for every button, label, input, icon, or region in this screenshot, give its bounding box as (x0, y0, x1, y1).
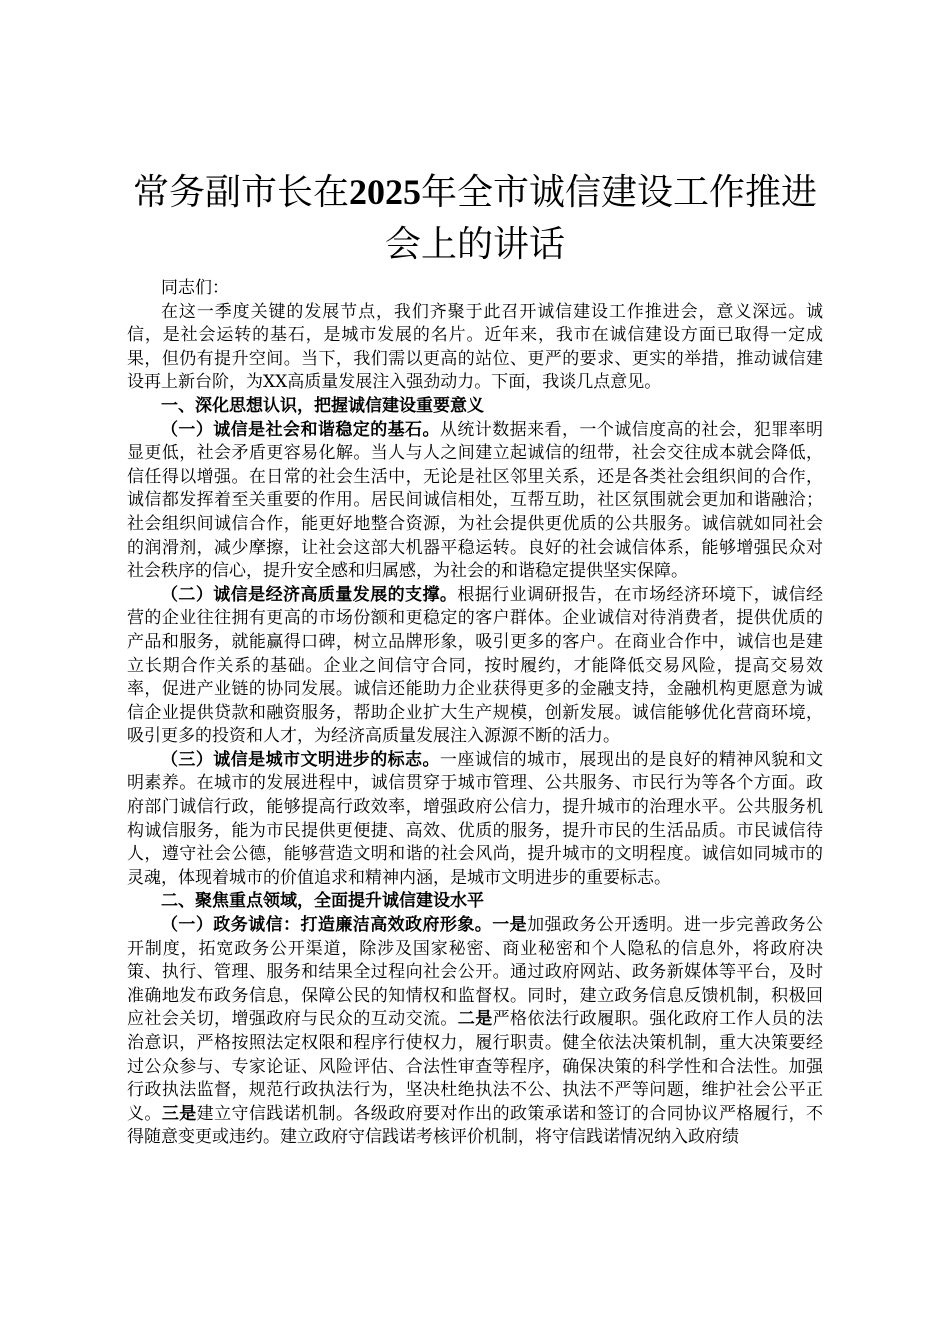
subsection-2-1-marker-2: 二是 (457, 1009, 493, 1030)
subsection-2-1-text-1: 加强政务公开透明。进一步完善政务公开制度，拓宽政务公开渠道，除涉及国家秘密、商业秘密和个人隐私的信息外，将政府决策、执行、管理、服务和结果全过程向社会公开。通过政府网站、政务新媒体等平台，及时准确地发布政务信息，保障公民的知情权和监督权。同时，建立政务信息反馈机制，积极回应社会关切，增强政府与民众的互动交流。 (127, 915, 824, 1030)
title-year: 2025 (349, 172, 421, 212)
subsection-2-1-lead: （一）政务诚信：打造廉洁高效政府形象。一是 (161, 915, 528, 936)
subsection-1-1 (127, 419, 823, 584)
section-heading-2-text: 二、聚焦重点领域，全面提升诚信建设水平 (161, 891, 484, 912)
title-part-1: 常务副市长在 (132, 172, 349, 213)
salutation-text: 同志们： (161, 278, 229, 298)
subsection-1-3-lead: （三）诚信是城市文明进步的标志。 (161, 749, 440, 770)
intro-text: 在这一季度关键的发展节点，我们齐聚于此召开诚信建设工作推进会，意义深远。诚信，是社会运转的基石，是城市发展的名片。近年来，我市在诚信建设方面已取得一定成果，但仍有提升空间。当下，我们需以更高的站位、更严的要求、更实的举措，推动诚信建设再上新台阶，为XX高质量发展注入强劲动力。下面，我谈几点意见。 (127, 301, 823, 393)
salutation (127, 277, 823, 301)
subsection-2-1 (127, 914, 823, 1150)
title-part-2: 年全市诚信建设工作推进会上的讲话 (384, 172, 818, 265)
document-body (127, 277, 823, 1150)
subsection-2-1-text-3: 建立守信践诺机制。各级政府要对作出的政策承诺和签订的合同协议严格履行，不得随意变更或违约。建立政府守信践诺考核评价机制，将守信践诺情况纳入政府绩 (127, 1103, 824, 1148)
subsection-1-2-lead: （二）诚信是经济高质量发展的支撑。 (161, 584, 458, 605)
section-heading-1 (127, 395, 823, 419)
intro-paragraph (127, 301, 823, 395)
document-title (127, 166, 823, 271)
section-heading-1-text: 一、深化思想认识，把握诚信建设重要意义 (161, 395, 484, 416)
subsection-1-2-text: 根据行业调研报告，在市场经济环境下，诚信经营的企业往往拥有更高的市场份额和更稳定的客户群体。企业诚信对待消费者，提供优质的产品和服务，就能赢得口碑，树立品牌形象，吸引更多的客户。在商业合作中，诚信也是建立长期合作关系的基础。企业之间信守合同，按时履约，才能降低交易风险，提高交易效率，促进产业链的协同发展。诚信还能助力企业获得更多的金融支持，金融机构更愿意为诚信企业提供贷款和融资服务，帮助企业扩大生产规模，创新发展。诚信能够优化营商环境，吸引更多的投资和人才，为经济高质量发展注入源源不断的活力。 (127, 584, 824, 747)
subsection-1-1-text: 从统计数据来看，一个诚信度高的社会，犯罪率明显更低，社会矛盾更容易化解。当人与人之间建立起诚信的纽带，社会交往成本就会降低，信任得以增强。在日常的社会生活中，无论是社区邻里关系，还是各类社会组织间的合作，诚信都发挥着至关重要的作用。居民间诚信相处，互帮互助，社区氛围就会更加和谐融洽；社会组织间诚信合作，能更好地整合资源，为社会提供更优质的公共服务。诚信就如同社会的润滑剂，减少摩擦，让社会这部大机器平稳运转。良好的社会诚信体系，能够增强民众对社会秩序的信心，提升安全感和归属感，为社会的和谐稳定提供坚实保障。 (127, 419, 824, 582)
document-page (127, 166, 823, 1150)
subsection-2-1-marker-3: 三是 (161, 1103, 197, 1124)
section-heading-2 (127, 890, 823, 914)
subsection-1-2 (127, 584, 823, 749)
subsection-1-3 (127, 749, 823, 891)
subsection-1-3-text: 一座诚信的城市，展现出的是良好的精神风貌和文明素养。在城市的发展进程中，诚信贯穿于城市管理、公共服务、市民行为等各个方面。政府部门诚信行政，能够提高行政效率，增强政府公信力，提升城市的治理水平。公共服务机构诚信服务，能为市民提供更便捷、高效、优质的服务，提升市民的生活品质。市民诚信待人，遵守社会公德，能够营造文明和谐的社会风尚，提升城市的文明程度。诚信如同城市的灵魂，体现着城市的价值追求和精神内涵，是城市文明进步的重要标志。 (127, 749, 824, 888)
subsection-2-1-text-2: 严格依法行政履职。强化政府工作人员的法治意识，严格按照法定权限和程序行使权力，履行职责。健全依法决策机制，重大决策要经过公众参与、专家论证、风险评估、合法性审查等程序，确保决策的科学性和合法性。加强行政执法监督，规范行政执法行为，坚决杜绝执法不公、执法不严等问题，维护社会公平正义。 (127, 1009, 824, 1124)
subsection-1-1-lead: （一）诚信是社会和谐稳定的基石。 (161, 419, 440, 440)
